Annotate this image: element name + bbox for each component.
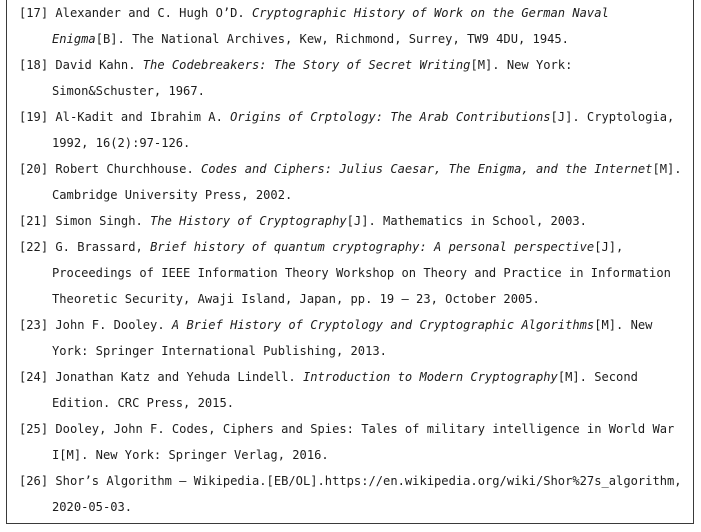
reference-title: A Brief History of Cryptology and Cryptographic Algorithms xyxy=(171,318,595,332)
reference-source: [M]. New xyxy=(594,318,653,332)
reference-line xyxy=(19,416,691,442)
reference-title: Enigma xyxy=(52,32,96,46)
reference-source: [M]. Second xyxy=(557,370,638,384)
reference-source: [J]. Cryptologia, xyxy=(550,110,675,124)
reference-source: [J], xyxy=(594,240,624,254)
reference-number: [20] xyxy=(19,162,49,176)
reference-line xyxy=(19,182,691,208)
reference-author: Jonathan Katz and Yehuda Lindell. xyxy=(55,370,303,384)
reference-line xyxy=(19,286,691,312)
reference-number: [21] xyxy=(19,214,49,228)
reference-number: [17] xyxy=(19,6,49,20)
reference-line xyxy=(19,0,691,26)
reference-item xyxy=(19,104,691,156)
reference-source: 2020-05-03. xyxy=(52,500,133,514)
reference-number: [26] xyxy=(19,474,49,488)
reference-item xyxy=(19,312,691,364)
reference-source: Edition. CRC Press, 2015. xyxy=(52,396,235,410)
reference-number: [23] xyxy=(19,318,49,332)
reference-item xyxy=(19,0,691,52)
reference-number: [19] xyxy=(19,110,49,124)
reference-author: Alexander and C. Hugh O’D. xyxy=(55,6,252,20)
reference-title: Introduction to Modern Cryptography xyxy=(302,370,558,384)
reference-author: Dooley, John F. Codes, Ciphers and Spies: Tales of military intelligence in World War xyxy=(55,422,675,436)
reference-title: Origins of Crptology: The Arab Contributions xyxy=(230,110,551,124)
reference-item xyxy=(19,208,691,234)
reference-line xyxy=(19,208,691,234)
reference-title: The Codebreakers: The Story of Secret Writing xyxy=(142,58,471,72)
reference-source: [B]. The National Archives, Kew, Richmond, Surrey, TW9 4DU, 1945. xyxy=(95,32,569,46)
reference-source: Simon&Schuster, 1967. xyxy=(52,84,205,98)
reference-line xyxy=(19,104,691,130)
reference-title: Codes and Ciphers: Julius Caesar, The Enigma, and the Internet xyxy=(201,162,653,176)
reference-line xyxy=(19,390,691,416)
reference-source: Cambridge University Press, 2002. xyxy=(52,188,293,202)
reference-line xyxy=(19,364,691,390)
reference-source: Theoretic Security, Awaji Island, Japan, pp. 19 – 23, October 2005. xyxy=(52,292,540,306)
reference-number: [25] xyxy=(19,422,49,436)
reference-author: Shor’s Algorithm – Wikipedia.[EB/OL].https://en.wikipedia.org/wiki/Shor%27s_algorithm, xyxy=(55,474,682,488)
reference-list xyxy=(19,0,691,520)
reference-source: [M]. New York: xyxy=(470,58,573,72)
reference-source: I[M]. New York: Springer Verlag, 2016. xyxy=(52,448,329,462)
reference-line xyxy=(19,442,691,468)
reference-author: Robert Churchhouse. xyxy=(55,162,202,176)
reference-item xyxy=(19,52,691,104)
reference-line xyxy=(19,26,691,52)
reference-source: [M]. xyxy=(652,162,682,176)
reference-item xyxy=(19,234,691,312)
reference-item xyxy=(19,468,691,520)
reference-number: [18] xyxy=(19,58,49,72)
reference-author: David Kahn. xyxy=(55,58,143,72)
reference-number: [22] xyxy=(19,240,49,254)
reference-line xyxy=(19,312,691,338)
reference-number: [24] xyxy=(19,370,49,384)
reference-author: G. Brassard, xyxy=(55,240,151,254)
reference-source: Proceedings of IEEE Information Theory Workshop on Theory and Practice in Information xyxy=(52,266,671,280)
reference-title: Cryptographic History of Work on the German Naval xyxy=(252,6,609,20)
reference-line xyxy=(19,494,691,520)
reference-line xyxy=(19,78,691,104)
reference-line xyxy=(19,234,691,260)
reference-item xyxy=(19,364,691,416)
reference-line xyxy=(19,468,691,494)
reference-line xyxy=(19,260,691,286)
reference-line xyxy=(19,338,691,364)
reference-author: John F. Dooley. xyxy=(55,318,172,332)
reference-source: York: Springer International Publishing, 2013. xyxy=(52,344,387,358)
reference-source: 1992, 16(2):97-126. xyxy=(52,136,191,150)
reference-title: Brief history of quantum cryptography: A personal perspective xyxy=(150,240,595,254)
reference-author: Al-Kadit and Ibrahim A. xyxy=(55,110,231,124)
reference-item xyxy=(19,156,691,208)
reference-line xyxy=(19,52,691,78)
reference-author: Simon Singh. xyxy=(55,214,151,228)
reference-item xyxy=(19,416,691,468)
reference-source: [J]. Mathematics in School, 2003. xyxy=(346,214,587,228)
reference-line xyxy=(19,130,691,156)
reference-line xyxy=(19,156,691,182)
reference-title: The History of Cryptography xyxy=(150,214,347,228)
